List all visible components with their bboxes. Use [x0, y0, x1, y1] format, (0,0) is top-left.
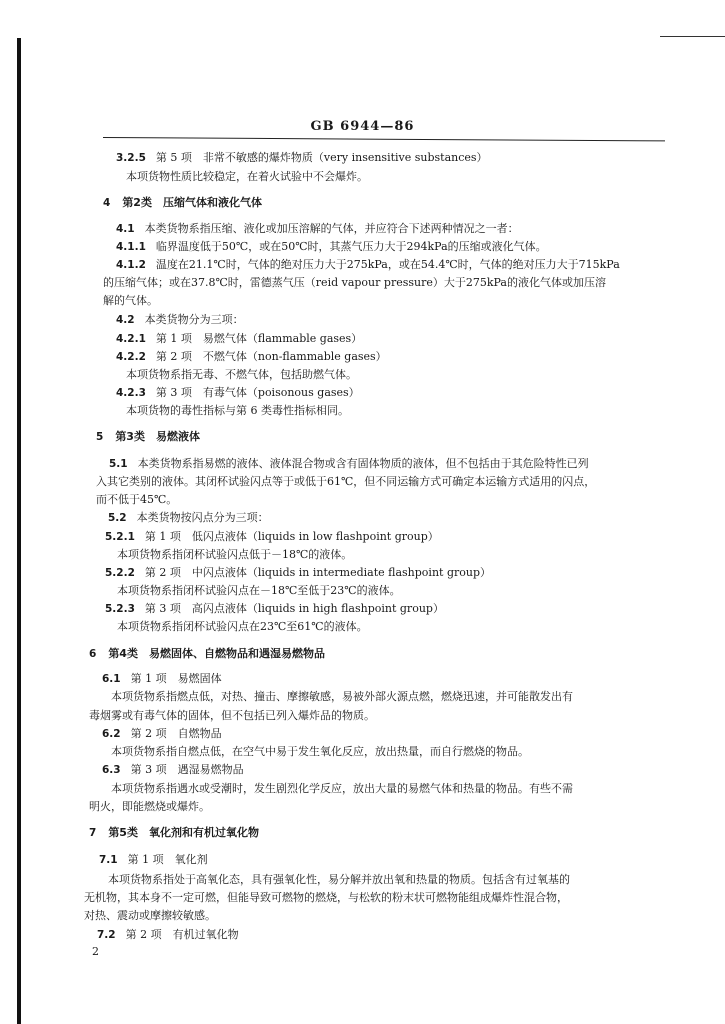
- clause-text: 第 5 项 非常不敏感的爆炸物质（very insensitive substances）: [155, 151, 488, 164]
- clause-text: 第 2 项 自燃物品: [130, 727, 222, 740]
- clause-number: 5.2: [108, 512, 127, 524]
- scan-left-edge: [17, 38, 21, 1024]
- paragraph-line: 本项货物系指闭杯试验闪点在23℃至61℃的液体。: [117, 620, 368, 633]
- clause-number: 6.1: [102, 673, 121, 685]
- chapter-5-heading: [96, 430, 200, 444]
- clause-text: 第 1 项 易燃气体（flammable gases）: [155, 332, 363, 345]
- clause-number: 3.2.5: [116, 152, 146, 164]
- clause-number: 7.1: [99, 854, 118, 866]
- chapter-4-heading: [103, 196, 262, 210]
- paragraph-line: 本项货物系指闭杯试验闪点低于－18℃的液体。: [117, 548, 353, 561]
- clause-4-2-2: [116, 350, 387, 364]
- clause-number: 6.3: [102, 764, 121, 776]
- header-rule: [103, 137, 665, 141]
- clause-4-2-3: [116, 386, 360, 400]
- clause-number: 4.2.1: [116, 333, 146, 345]
- clause-3-2-5: [116, 151, 488, 165]
- clause-text: 第5类 氧化剂和有机过氧化物: [108, 826, 259, 839]
- paragraph-line: 本项货物系指无毒、不燃气体，包括助燃气体。: [126, 368, 357, 381]
- paragraph-line: 本项货物系指遇水或受潮时，发生剧烈化学反应，放出大量的易燃气体和热量的物品。有些不需: [111, 782, 573, 795]
- clause-text: 本类货物系指易燃的液体、液体混合物或含有固体物质的液体，但不包括由于其危险特性已列: [137, 457, 589, 470]
- clause-text: 第2类 压缩气体和液化气体: [122, 196, 262, 209]
- clause-text: 第 1 项 易燃固体: [130, 672, 222, 685]
- clause-5-1: [109, 457, 589, 471]
- clause-number: 4.2.3: [116, 387, 146, 399]
- clause-number: 5.2.1: [105, 531, 135, 543]
- clause-5-2-1: [105, 530, 439, 544]
- clause-number: 6: [89, 648, 97, 660]
- clause-7-1: [99, 853, 208, 867]
- paragraph-line: 的压缩气体；或在37.8℃时，雷德蒸气压（reid vapour pressure）大于275kPa的液化气体或加压溶: [103, 276, 606, 289]
- clause-6-3: [102, 763, 244, 777]
- clause-text: 第 3 项 高闪点液体（liquids in high flashpoint group）: [144, 602, 444, 615]
- clause-5-2-3: [105, 602, 444, 616]
- paragraph-line: 无机物，其本身不一定可燃，但能导致可燃物的燃烧，与松软的粉末状可燃物能组成爆炸性混合物，: [84, 891, 568, 904]
- clause-4-1-2: [116, 258, 620, 272]
- clause-number: 7.2: [97, 929, 116, 941]
- clause-number: 5.1: [109, 458, 128, 470]
- clause-text: 第 3 项 遇湿易燃物品: [130, 763, 244, 776]
- clause-number: 4.2.2: [116, 351, 146, 363]
- clause-4-2-1: [116, 332, 362, 346]
- clause-4-1: [116, 222, 519, 236]
- clause-number: 4.1.1: [116, 241, 146, 253]
- paragraph-line: 本项货物性质比较稳定，在着火试验中不会爆炸。: [126, 170, 368, 183]
- paragraph-line: 本项货物系指处于高氧化态，具有强氧化性，易分解并放出氧和热量的物质。包括含有过氧基的: [108, 873, 570, 886]
- clause-text: 第 1 项 低闪点液体（liquids in low flashpoint group）: [144, 530, 439, 543]
- clause-text: 第3类 易燃液体: [115, 430, 200, 443]
- chapter-6-heading: [89, 647, 325, 661]
- paragraph-line: 本项货物系指闭杯试验闪点在－18℃至低于23℃的液体。: [117, 584, 401, 597]
- chapter-7-heading: [89, 826, 259, 840]
- clause-number: 7: [89, 827, 97, 839]
- paragraph-line: 入其它类别的液体。其闭杯试验闪点等于或低于61℃，但不同运输方式可确定本运输方式适用的闪点，: [96, 475, 596, 488]
- clause-text: 温度在21.1℃时，气体的绝对压力大于275kPa，或在54.4℃时，气体的绝对压力大于715kPa: [155, 258, 620, 271]
- top-rule: [660, 36, 725, 37]
- paragraph-line: 解的气体。: [103, 294, 158, 307]
- paragraph-line: 本项货物系指燃点低，对热、撞击、摩擦敏感，易被外部火源点燃，燃烧迅速，并可能散发出有: [111, 690, 573, 703]
- clause-number: 4: [103, 197, 111, 209]
- clause-text: 第4类 易燃固体、自燃物品和遇湿易燃物品: [108, 647, 325, 660]
- clause-text: 本类货物分为三项：: [144, 313, 244, 326]
- paragraph-line: 毒烟雾或有毒气体的固体，但不包括已列入爆炸品的物质。: [89, 709, 375, 722]
- clause-6-1: [102, 672, 222, 686]
- clause-number: 6.2: [102, 728, 121, 740]
- clause-text: 第 2 项 不燃气体（non-flammable gases）: [155, 350, 387, 363]
- paragraph-line: 对热、震动或摩擦较敏感。: [84, 909, 216, 922]
- page-number: 2: [92, 945, 99, 958]
- clause-number: 5.2.2: [105, 567, 135, 579]
- paragraph-line: 本项货物系指自燃点低，在空气中易于发生氧化反应，放出热量，而自行燃烧的物品。: [111, 745, 529, 758]
- clause-number: 4.1.2: [116, 259, 146, 271]
- clause-text: 第 2 项 有机过氧化物: [125, 928, 239, 941]
- paragraph-line: 本项货物的毒性指标与第 6 类毒性指标相同。: [126, 404, 349, 417]
- clause-5-2: [108, 511, 269, 525]
- standard-code: GB 6944—86: [310, 119, 415, 134]
- clause-text: 第 2 项 中闪点液体（liquids in intermediate flashpoint group）: [144, 566, 491, 579]
- clause-text: 本类货物按闪点分为三项：: [136, 511, 269, 524]
- clause-text: 临界温度低于50℃，或在50℃时，其蒸气压力大于294kPa的压缩或液化气体。: [155, 240, 547, 253]
- paragraph-line: 明火，即能燃烧或爆炸。: [89, 800, 210, 813]
- clause-number: 4.1: [116, 223, 135, 235]
- clause-text: 本类货物系指压缩、液化或加压溶解的气体，并应符合下述两种情况之一者：: [144, 222, 519, 235]
- clause-6-2: [102, 727, 222, 741]
- clause-text: 第 3 项 有毒气体（poisonous gases）: [155, 386, 360, 399]
- clause-4-1-1: [116, 240, 547, 254]
- paragraph-line: 而不低于45℃。: [96, 493, 178, 506]
- clause-text: 第 1 项 氧化剂: [127, 853, 208, 866]
- clause-4-2: [116, 313, 244, 327]
- clause-number: 5: [96, 431, 104, 443]
- clause-7-2: [97, 928, 239, 942]
- clause-5-2-2: [105, 566, 491, 580]
- clause-number: 5.2.3: [105, 603, 135, 615]
- clause-number: 4.2: [116, 314, 135, 326]
